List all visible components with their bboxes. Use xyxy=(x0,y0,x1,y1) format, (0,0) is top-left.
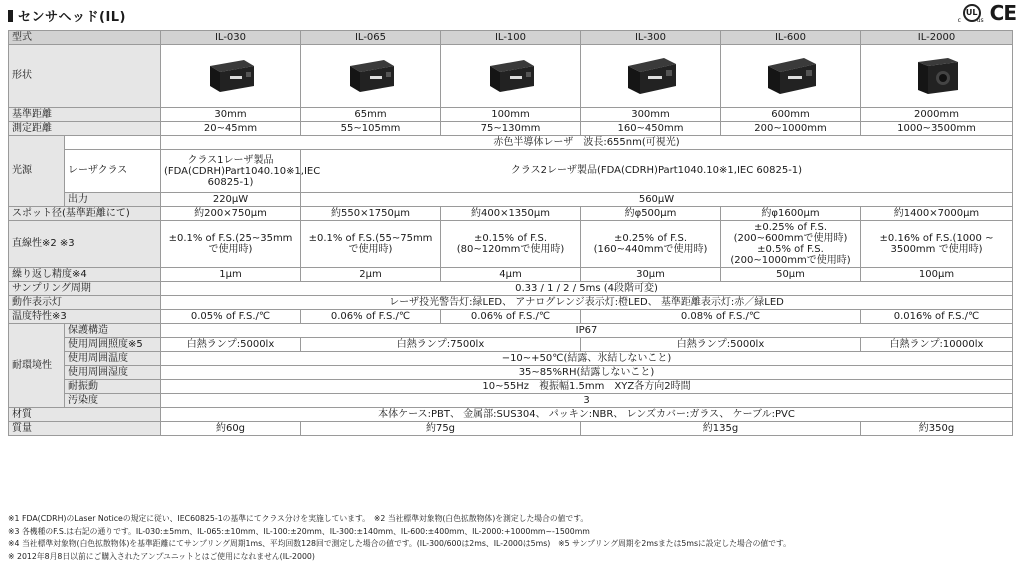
value-cell: 200~1000mm xyxy=(721,122,861,136)
shape-cell xyxy=(301,45,441,108)
value-cell: 1000~3500mm xyxy=(861,122,1013,136)
value-cell: ±0.15% of F.S.(80~120mmで使用時) xyxy=(441,221,581,268)
output1-cell: 220μW xyxy=(161,193,301,207)
sampling-cell: 0.33 / 1 / 2 / 5ms (4段階可変) xyxy=(161,282,1013,296)
sampling-row xyxy=(9,282,1013,296)
value-cell: 約1400×7000μm xyxy=(861,207,1013,221)
linearity-label: 直線性※2 ※3 xyxy=(9,221,161,268)
ref-distance-label: 基準距離 xyxy=(9,108,161,122)
shape-cell xyxy=(721,45,861,108)
value-cell: 160~450mm xyxy=(581,122,721,136)
section-title xyxy=(8,6,126,25)
laser-type-cell: 赤色半導体レーザ 波長:655nm(可視光) xyxy=(161,136,1013,150)
value-cell: 50μm xyxy=(721,268,861,282)
temp-label: 温度特性※3 xyxy=(9,310,161,324)
protection-label: 保護構造 xyxy=(65,324,161,338)
pollution-cell: 3 xyxy=(161,394,1013,408)
model-cell: IL-600 xyxy=(721,31,861,45)
value-cell: 0.06% of F.S./℃ xyxy=(441,310,581,324)
sensor-head-image xyxy=(760,52,822,96)
value-cell: 白熱ランプ:5000lx xyxy=(581,338,861,352)
spot-row xyxy=(9,207,1013,221)
humid-row xyxy=(9,366,1013,380)
model-cell: IL-065 xyxy=(301,31,441,45)
footnote: ※4 当社標準対象物(白色拡散物体)を基準距離にてサンプリング周期1ms、平均回数128回で測定した場合の値です。(IL-300/600は2ms、IL-2000は5ms) ※5 サンプリング周期を2msまたは5msに設定した場合の値です。 xyxy=(8,539,791,548)
env-label: 耐環境性 xyxy=(9,324,65,408)
value-cell: 2000mm xyxy=(861,108,1013,122)
cul-us-text: us xyxy=(976,17,984,24)
value-cell: 約350g xyxy=(861,422,1013,436)
value-cell: 55~105mm xyxy=(301,122,441,136)
vib-label: 耐振動 xyxy=(65,380,161,394)
value-cell: ±0.25% of F.S.(160~440mmで使用時) xyxy=(581,221,721,268)
shape-cell xyxy=(581,45,721,108)
vib-row xyxy=(9,380,1013,394)
value-cell: 75~130mm xyxy=(441,122,581,136)
value-cell: 2μm xyxy=(301,268,441,282)
value-cell: 0.016% of F.S./℃ xyxy=(861,310,1013,324)
value-cell: 0.05% of F.S./℃ xyxy=(161,310,301,324)
value-cell: 300mm xyxy=(581,108,721,122)
vib-cell: 10~55Hz 複振幅1.5mm XYZ各方向2時間 xyxy=(161,380,1013,394)
illum-row xyxy=(9,338,1013,352)
title-marker-icon xyxy=(8,10,13,22)
protection-cell: IP67 xyxy=(161,324,1013,338)
shape-cell xyxy=(861,45,1013,108)
value-cell: 100mm xyxy=(441,108,581,122)
value-cell: 30μm xyxy=(581,268,721,282)
protection-row xyxy=(9,324,1013,338)
laser-class-label: レーザクラス xyxy=(65,150,161,193)
light-source-label: 光源 xyxy=(9,136,65,207)
footnote: ※1 FDA(CDRH)のLaser Noticeの規定に従い、IEC60825-1の基準にてクラス分けを実施しています。 ※2 当社標準対象物(白色拡散物体)を測定した場合の値です。 xyxy=(8,514,589,523)
repeat-label: 繰り返し精度※4 xyxy=(9,268,161,282)
certification-marks xyxy=(958,2,1016,24)
sensor-head-image xyxy=(906,52,968,96)
shape-label: 形状 xyxy=(9,45,161,108)
spec-table xyxy=(8,30,1013,436)
class1-cell: クラス1レーザ製品(FDA(CDRH)Part1040.10※1,IEC 60825-1) xyxy=(161,150,301,193)
value-cell: 1μm xyxy=(161,268,301,282)
value-cell: 約φ1600μm xyxy=(721,207,861,221)
ce-logo: CE xyxy=(989,1,1016,25)
material-row xyxy=(9,408,1013,422)
model-cell: IL-300 xyxy=(581,31,721,45)
weight-row xyxy=(9,422,1013,436)
ref-distance-row xyxy=(9,108,1013,122)
model-cell: IL-100 xyxy=(441,31,581,45)
value-cell: 0.06% of F.S./℃ xyxy=(301,310,441,324)
sensor-head-image xyxy=(200,52,262,96)
output-label: 出力 xyxy=(65,193,161,207)
section-title-text: センサヘッド(IL) xyxy=(18,10,127,25)
footnotes xyxy=(8,513,791,563)
model-cell: IL-2000 xyxy=(861,31,1013,45)
value-cell: 20~45mm xyxy=(161,122,301,136)
meas-range-row xyxy=(9,122,1013,136)
output-row xyxy=(9,193,1013,207)
value-cell: 600mm xyxy=(721,108,861,122)
value-cell: 65mm xyxy=(301,108,441,122)
repeat-row xyxy=(9,268,1013,282)
model-cell: IL-030 xyxy=(161,31,301,45)
value-cell: 白熱ランプ:5000lx xyxy=(161,338,301,352)
value-cell: ±0.16% of F.S.(1000 ~ 3500mm で使用時) xyxy=(861,221,1013,268)
env-temp-label: 使用周囲温度 xyxy=(65,352,161,366)
weight-label: 質量 xyxy=(9,422,161,436)
value-cell: ±0.1% of F.S.(55~75mmで使用時) xyxy=(301,221,441,268)
meas-range-label: 測定距離 xyxy=(9,122,161,136)
shape-cell xyxy=(161,45,301,108)
temp-row xyxy=(9,310,1013,324)
value-cell: 30mm xyxy=(161,108,301,122)
value-cell: 約135g xyxy=(581,422,861,436)
value-cell: 4μm xyxy=(441,268,581,282)
pollution-row xyxy=(9,394,1013,408)
pollution-label: 汚染度 xyxy=(65,394,161,408)
value-cell: 約550×1750μm xyxy=(301,207,441,221)
cul-us-logo xyxy=(958,4,984,22)
material-label: 材質 xyxy=(9,408,161,422)
value-cell: 約400×1350μm xyxy=(441,207,581,221)
value-cell: 約200×750μm xyxy=(161,207,301,221)
output2-cell: 560μW xyxy=(301,193,1013,207)
env-temp-row xyxy=(9,352,1013,366)
humid-cell: 35~85%RH(結露しないこと) xyxy=(161,366,1013,380)
value-cell: 白熱ランプ:7500lx xyxy=(301,338,581,352)
env-temp-cell: −10~+50℃(結露、氷結しないこと) xyxy=(161,352,1013,366)
sensor-head-image xyxy=(340,52,402,96)
footnote: ※ 2012年8月8日以前にご購入されたアンプユニットとはご使用になれません(IL-2000) xyxy=(8,551,315,561)
value-cell: 100μm xyxy=(861,268,1013,282)
value-cell: 白熱ランプ:10000lx xyxy=(861,338,1013,352)
value-cell: 約60g xyxy=(161,422,301,436)
cul-c-text: c xyxy=(957,17,961,24)
laser-class-row xyxy=(9,150,1013,193)
sampling-label: サンプリング周期 xyxy=(9,282,161,296)
value-cell: ±0.1% of F.S.(25~35mmで使用時) xyxy=(161,221,301,268)
blank-cell xyxy=(65,136,161,150)
spot-label: スポット径(基準距離にて) xyxy=(9,207,161,221)
shape-cell xyxy=(441,45,581,108)
value-cell: 約75g xyxy=(301,422,581,436)
sensor-head-image xyxy=(620,52,682,96)
value-cell: 約φ500μm xyxy=(581,207,721,221)
shape-row xyxy=(9,45,1013,108)
indicator-row xyxy=(9,296,1013,310)
model-label: 型式 xyxy=(9,31,161,45)
footnote: ※3 各機種のF.S.は右記の通りです。IL-030:±5mm、IL-065:±10mm、IL-100:±20mm、IL-300:±140mm、IL-600:±400mm、IL-2000:+1000mm~-1500mm xyxy=(8,526,590,536)
humid-label: 使用周囲湿度 xyxy=(65,366,161,380)
ul-mark-text: UL xyxy=(963,4,981,22)
laser-type-row xyxy=(9,136,1013,150)
illum-label: 使用周囲照度※5 xyxy=(65,338,161,352)
model-row xyxy=(9,31,1013,45)
value-cell: ±0.25% of F.S.(200~600mmで使用時)±0.5% of F.S.(200~1000mmで使用時) xyxy=(721,221,861,268)
indicator-cell: レーザ投光警告灯:緑LED、 アナログレンジ表示灯:橙LED、 基準距離表示灯:赤／緑LED xyxy=(161,296,1013,310)
linearity-row xyxy=(9,221,1013,268)
sensor-head-image xyxy=(480,52,542,96)
class2-cell: クラス2レーザ製品(FDA(CDRH)Part1040.10※1,IEC 60825-1) xyxy=(301,150,1013,193)
material-cell: 本体ケース:PBT、 金属部:SUS304、 パッキン:NBR、 レンズカバー:ガラス、 ケーブル:PVC xyxy=(161,408,1013,422)
value-cell: 0.08% of F.S./℃ xyxy=(581,310,861,324)
indicator-label: 動作表示灯 xyxy=(9,296,161,310)
